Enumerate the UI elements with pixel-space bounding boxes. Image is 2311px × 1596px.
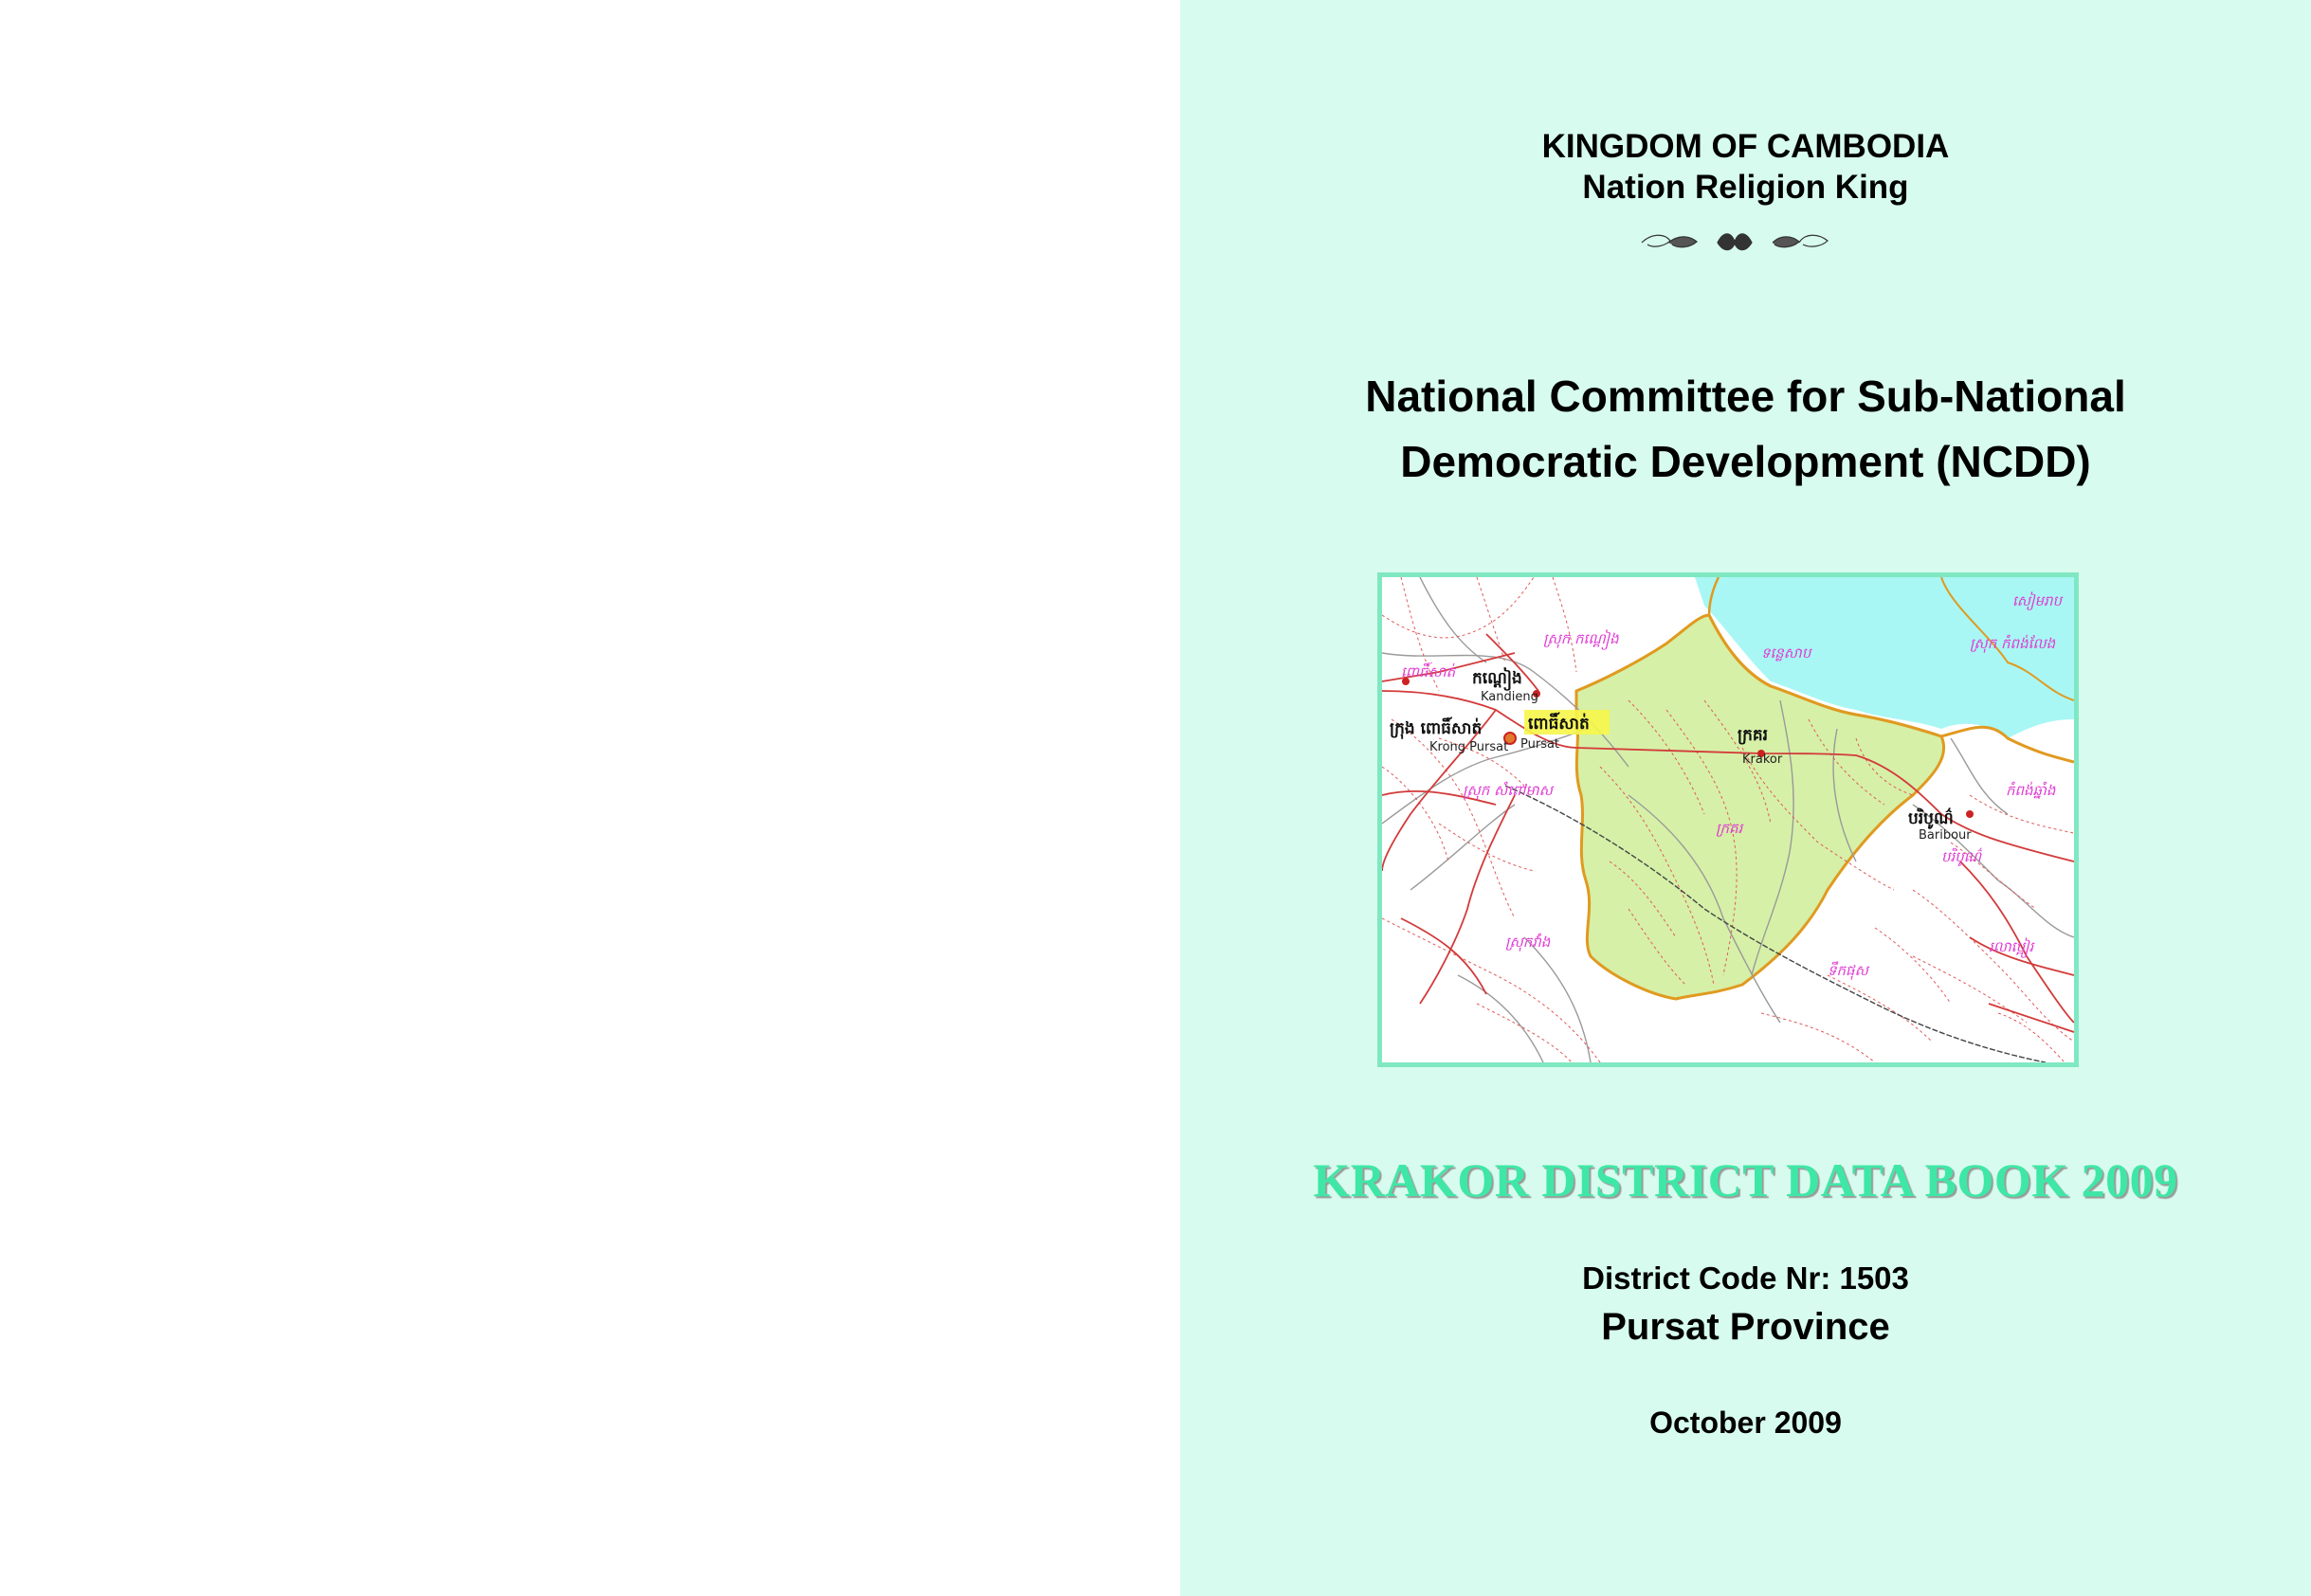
district-label: ស្រុក កំពង់លែង bbox=[1970, 635, 2056, 652]
place-label-en: Krakor bbox=[1742, 753, 1783, 767]
district-code: District Code Nr: 1503 bbox=[1582, 1260, 1909, 1296]
district-label: បរិបូណ៌ bbox=[1941, 848, 1982, 865]
district-label: ស្រុកវាំង bbox=[1505, 934, 1551, 951]
place-label-km: កណ្ដៀង bbox=[1472, 669, 1522, 688]
committee-name-line-1: National Committee for Sub-National bbox=[1365, 372, 2126, 421]
national-motto: Nation Religion King bbox=[1582, 169, 1909, 206]
kingdom-heading: KINGDOM OF CAMBODIA bbox=[1541, 128, 1950, 165]
district-label: ស្រុក កណ្ដៀង bbox=[1543, 630, 1619, 647]
scroll-ornament-icon bbox=[1640, 227, 1829, 256]
place-label-km: ពោធិ៍សាត់ bbox=[1528, 715, 1590, 734]
committee-name-line-2: Democratic Development (NCDD) bbox=[1400, 437, 2091, 486]
place-label-en: Pursat bbox=[1520, 737, 1560, 752]
province-name: Pursat Province bbox=[1601, 1306, 1890, 1348]
province-label: សៀមរាប bbox=[2012, 592, 2063, 609]
place-label-km: ក្រុង ពោធិ៍សាត់ bbox=[1390, 719, 1483, 738]
place-label-km: ក្រគរ bbox=[1738, 726, 1769, 745]
lake-label: ទន្លេសាប bbox=[1761, 644, 1811, 662]
place-label-en: Kandieng bbox=[1481, 690, 1538, 704]
district-map bbox=[1377, 572, 2079, 1067]
place-label-km: បរិបូណ៌ bbox=[1908, 809, 1954, 828]
publication-date: October 2009 bbox=[1649, 1406, 1842, 1440]
commune-label: ទឹកផុស bbox=[1828, 962, 1868, 979]
front-cover bbox=[1180, 0, 2311, 1596]
district-label: រលាប្អៀរ bbox=[1989, 938, 2034, 955]
district-map-graphic bbox=[1382, 577, 2074, 1062]
book-title: KRAKOR DISTRICT DATA BOOK 2009 bbox=[1313, 1153, 2178, 1206]
district-label: ក្រគរ bbox=[1716, 820, 1743, 837]
province-label: កំពង់ឆ្នាំង bbox=[2006, 782, 2056, 799]
district-label: ពោធិ៍សាត់ bbox=[1401, 663, 1456, 680]
district-label: ស្រុក សំពៅមាស bbox=[1463, 782, 1553, 799]
place-label-en: Baribour bbox=[1919, 828, 1972, 843]
place-label-en: Krong Pursat bbox=[1429, 740, 1509, 754]
